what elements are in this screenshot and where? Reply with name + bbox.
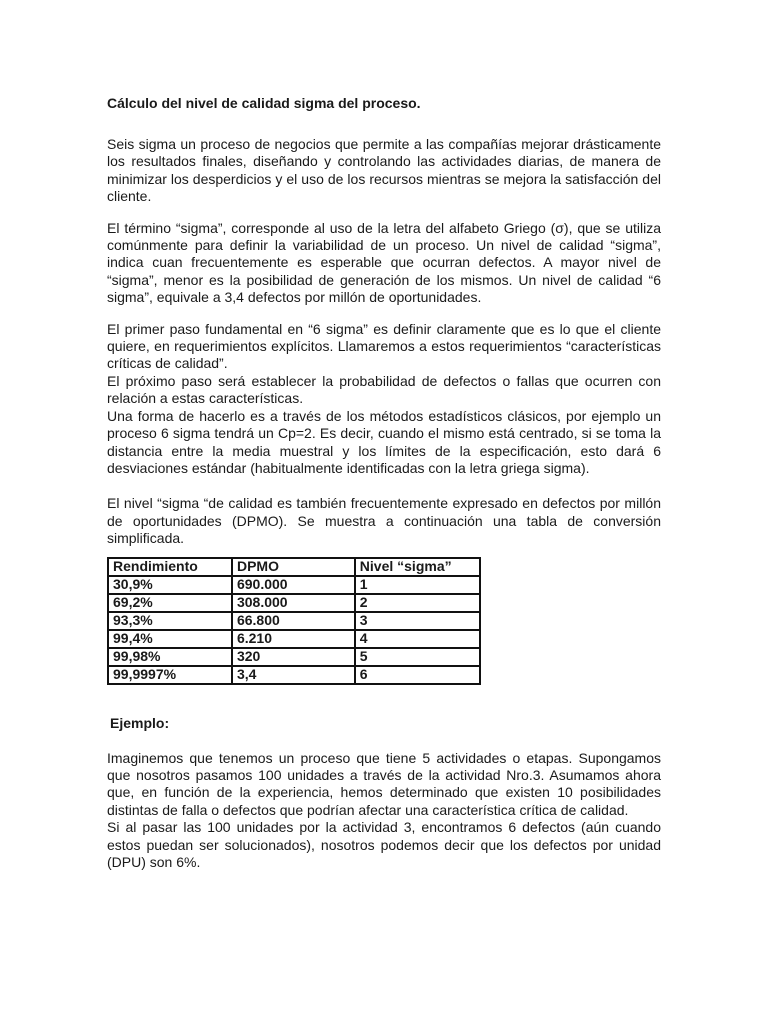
table-header-cell: DPMO [232,558,355,576]
table-cell: 6 [355,666,480,684]
paragraph-example-setup: Imaginemos que tenemos un proceso que tiene 5 actividades o etapas. Supongamos que nosotros pasamos 100 unidades a través de la actividad Nro.3. Asumamos ahora que, en función de la experiencia, hemos determinado que existen 10 posibilidades distintas de falla o defectos que podrían afectar una característica crítica de calidad. [107,749,661,818]
table-cell: 69,2% [108,594,232,612]
table-cell: 1 [355,576,480,594]
table-header-row [108,558,480,576]
sigma-conversion-table [107,557,481,685]
table-row [108,576,480,594]
table-cell: 4 [355,630,480,648]
table-cell: 3,4 [232,666,355,684]
paragraph-next-step: El próximo paso será establecer la probabilidad de defectos o fallas que ocurren con relación a estas características. [107,372,661,407]
paragraph-intro: Seis sigma un proceso de negocios que permite a las compañías mejorar drásticamente los resultados finales, diseñando y controlando las actividades diarias, de manera de minimizar los desperdicios y el uso de los recursos mientras se mejora la satisfacción del cliente. [107,136,661,205]
table-cell: 6.210 [232,630,355,648]
example-heading: Ejemplo: [110,714,170,731]
table-cell: 320 [232,648,355,666]
document-page [107,95,661,871]
table-cell: 99,98% [108,648,232,666]
table-cell: 30,9% [108,576,232,594]
table-cell: 66.800 [232,612,355,630]
paragraph-dpmo: El nivel “sigma “de calidad es también frecuentemente expresado en defectos por millón de oportunidades (DPMO). Se muestra a continuación una tabla de conversión simplificada. [107,495,661,547]
table-row [108,648,480,666]
table-cell: 3 [355,612,480,630]
paragraph-first-step: El primer paso fundamental en “6 sigma” es definir claramente que es lo que el cliente quiere, en requerimientos explícitos. Llamaremos a estos requerimientos “características críticas de calidad”. [107,320,661,372]
table-row [108,666,480,684]
table-cell: 308.000 [232,594,355,612]
table-header-cell: Nivel “sigma” [355,558,480,576]
paragraph-sigma-definition: El término “sigma”, corresponde al uso de la letra del alfabeto Griego (σ), que se utiliza comúnmente para definir la variabilidad de un proceso. Un nivel de calidad “sigma”, indica cuan frecuentemente es esperable que ocurran defectos. A mayor nivel de “sigma”, menor es la posibilidad de generación de los mismos. Un nivel de calidad “6 sigma”, equivale a 3,4 defectos por millón de oportunidades. [107,219,661,306]
paragraph-statistical-method: Una forma de hacerlo es a través de los métodos estadísticos clásicos, por ejemplo un proceso 6 sigma tendrá un Cp=2. Es decir, cuando el mismo está centrado, si se toma la distancia entre la media muestral y los límites de la especificación, esto dará 6 desviaciones estándar (habitualmente identificadas con la letra griega sigma). [107,407,661,476]
table-cell: 2 [355,594,480,612]
table-cell: 93,3% [108,612,232,630]
table-row [108,612,480,630]
table-row [108,594,480,612]
table-cell: 99,4% [108,630,232,648]
paragraph-example-result: Si al pasar las 100 unidades por la actividad 3, encontramos 6 defectos (aún cuando estos puedan ser solucionados), nosotros podemos decir que los defectos por unidad (DPU) son 6%. [107,819,661,870]
table-header-cell: Rendimiento [108,558,232,576]
document-title: Cálculo del nivel de calidad sigma del proceso. [107,95,421,111]
table-cell: 5 [355,648,480,666]
table-cell: 690.000 [232,576,355,594]
table-row [108,630,480,648]
table-cell: 99,9997% [108,666,232,684]
